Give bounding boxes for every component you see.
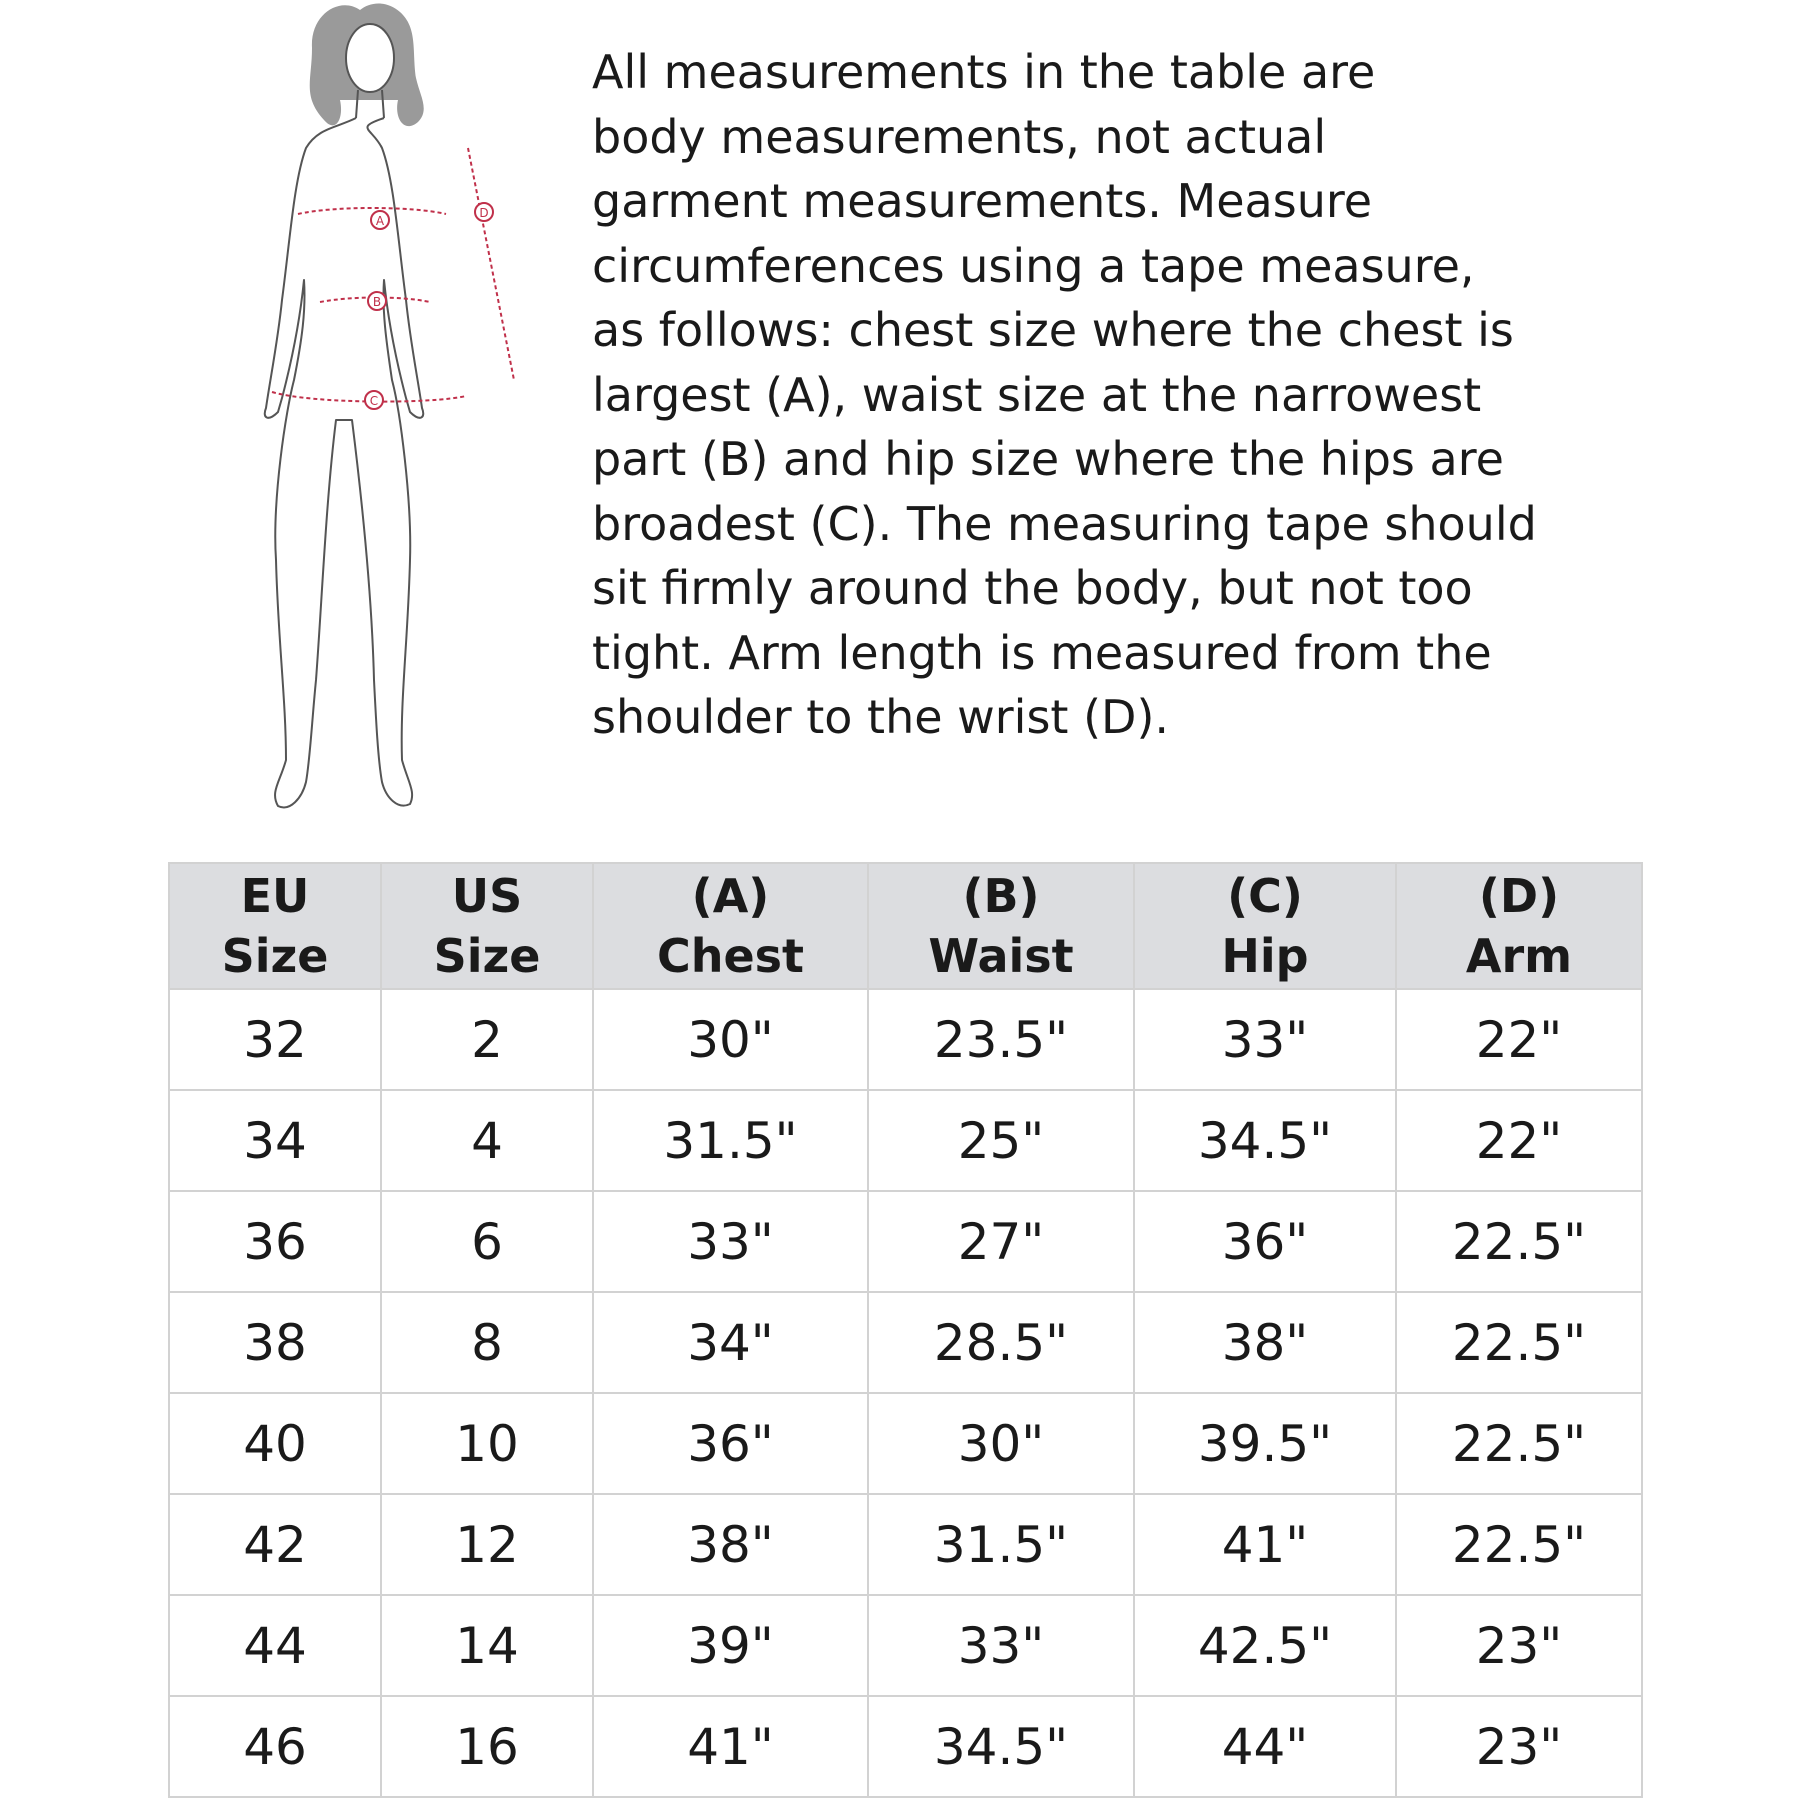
cell-waist: 25" (868, 1090, 1134, 1191)
intro-line: All measurements in the table are (592, 45, 1376, 99)
intro-line: shoulder to the wrist (D). (592, 690, 1170, 744)
table-row (169, 1191, 1642, 1292)
header-waist: (B) Waist (868, 863, 1134, 989)
figure-body (265, 118, 424, 807)
cell-arm: 22" (1396, 1090, 1642, 1191)
cell-us-size: 2 (381, 989, 593, 1090)
cell-waist: 33" (868, 1595, 1134, 1696)
cell-waist: 28.5" (868, 1292, 1134, 1393)
cell-hip: 38" (1134, 1292, 1396, 1393)
cell-hip: 44" (1134, 1696, 1396, 1797)
cell-chest: 30" (593, 989, 868, 1090)
size-chart-table (168, 862, 1643, 1798)
cell-chest: 39" (593, 1595, 868, 1696)
cell-chest: 38" (593, 1494, 868, 1595)
figure-arm-guide (468, 148, 514, 380)
header-arm: (D) Arm (1396, 863, 1642, 989)
intro-line: broadest (C). The measuring tape should (592, 496, 1537, 551)
cell-hip: 34.5" (1134, 1090, 1396, 1191)
cell-eu-size: 44 (169, 1595, 381, 1696)
cell-waist: 34.5" (868, 1696, 1134, 1797)
marker-a-label: A (375, 214, 385, 228)
cell-arm: 23" (1396, 1696, 1642, 1797)
intro-line: tight. Arm length is measured from the (592, 625, 1492, 680)
header-us-size: US Size (381, 863, 593, 989)
cell-hip: 33" (1134, 989, 1396, 1090)
header-chest: (A) Chest (593, 863, 868, 989)
measurement-instructions (592, 40, 1592, 750)
table-row (169, 1595, 1642, 1696)
cell-eu-size: 32 (169, 989, 381, 1090)
cell-chest: 31.5" (593, 1090, 868, 1191)
cell-chest: 34" (593, 1292, 868, 1393)
table-row (169, 1696, 1642, 1797)
table-row (169, 1090, 1642, 1191)
cell-arm: 22.5" (1396, 1494, 1642, 1595)
cell-chest: 36" (593, 1393, 868, 1494)
cell-waist: 31.5" (868, 1494, 1134, 1595)
figure-tape-a (298, 208, 446, 214)
intro-line: sit firmly around the body, but not too (592, 561, 1473, 615)
marker-d-label: D (479, 206, 489, 220)
figure-face (346, 24, 394, 92)
cell-arm: 22.5" (1396, 1191, 1642, 1292)
cell-us-size: 16 (381, 1696, 593, 1797)
marker-b-label: B (372, 295, 382, 309)
cell-eu-size: 34 (169, 1090, 381, 1191)
cell-arm: 22.5" (1396, 1292, 1642, 1393)
cell-waist: 27" (868, 1191, 1134, 1292)
cell-eu-size: 42 (169, 1494, 381, 1595)
intro-line: body measurements, not actual (592, 109, 1327, 164)
cell-hip: 41" (1134, 1494, 1396, 1595)
cell-waist: 23.5" (868, 989, 1134, 1090)
cell-eu-size: 38 (169, 1292, 381, 1393)
cell-hip: 42.5" (1134, 1595, 1396, 1696)
cell-chest: 33" (593, 1191, 868, 1292)
cell-hip: 36" (1134, 1191, 1396, 1292)
header-hip: (C) Hip (1134, 863, 1396, 989)
cell-chest: 41" (593, 1696, 868, 1797)
cell-waist: 30" (868, 1393, 1134, 1494)
intro-line: circumferences using a tape measure, (592, 238, 1475, 293)
cell-us-size: 6 (381, 1191, 593, 1292)
table-row (169, 1292, 1642, 1393)
cell-us-size: 8 (381, 1292, 593, 1393)
cell-eu-size: 36 (169, 1191, 381, 1292)
intro-line: largest (A), waist size at the narrowest (592, 367, 1482, 422)
table-header-row (169, 863, 1642, 989)
cell-eu-size: 40 (169, 1393, 381, 1494)
cell-us-size: 12 (381, 1494, 593, 1595)
header-eu-size: EU Size (169, 863, 381, 989)
cell-us-size: 4 (381, 1090, 593, 1191)
cell-eu-size: 46 (169, 1696, 381, 1797)
table-row (169, 1393, 1642, 1494)
intro-line: garment measurements. Measure (592, 174, 1373, 228)
cell-arm: 22" (1396, 989, 1642, 1090)
table-row (169, 1494, 1642, 1595)
intro-line: part (B) and hip size where the hips are (592, 432, 1504, 486)
intro-line: as follows: chest size where the chest is (592, 303, 1514, 357)
cell-us-size: 14 (381, 1595, 593, 1696)
cell-arm: 23" (1396, 1595, 1642, 1696)
cell-arm: 22.5" (1396, 1393, 1642, 1494)
cell-us-size: 10 (381, 1393, 593, 1494)
cell-hip: 39.5" (1134, 1393, 1396, 1494)
table-row (169, 989, 1642, 1090)
body-measurement-figure (232, 0, 532, 820)
marker-c-label: C (369, 394, 379, 408)
